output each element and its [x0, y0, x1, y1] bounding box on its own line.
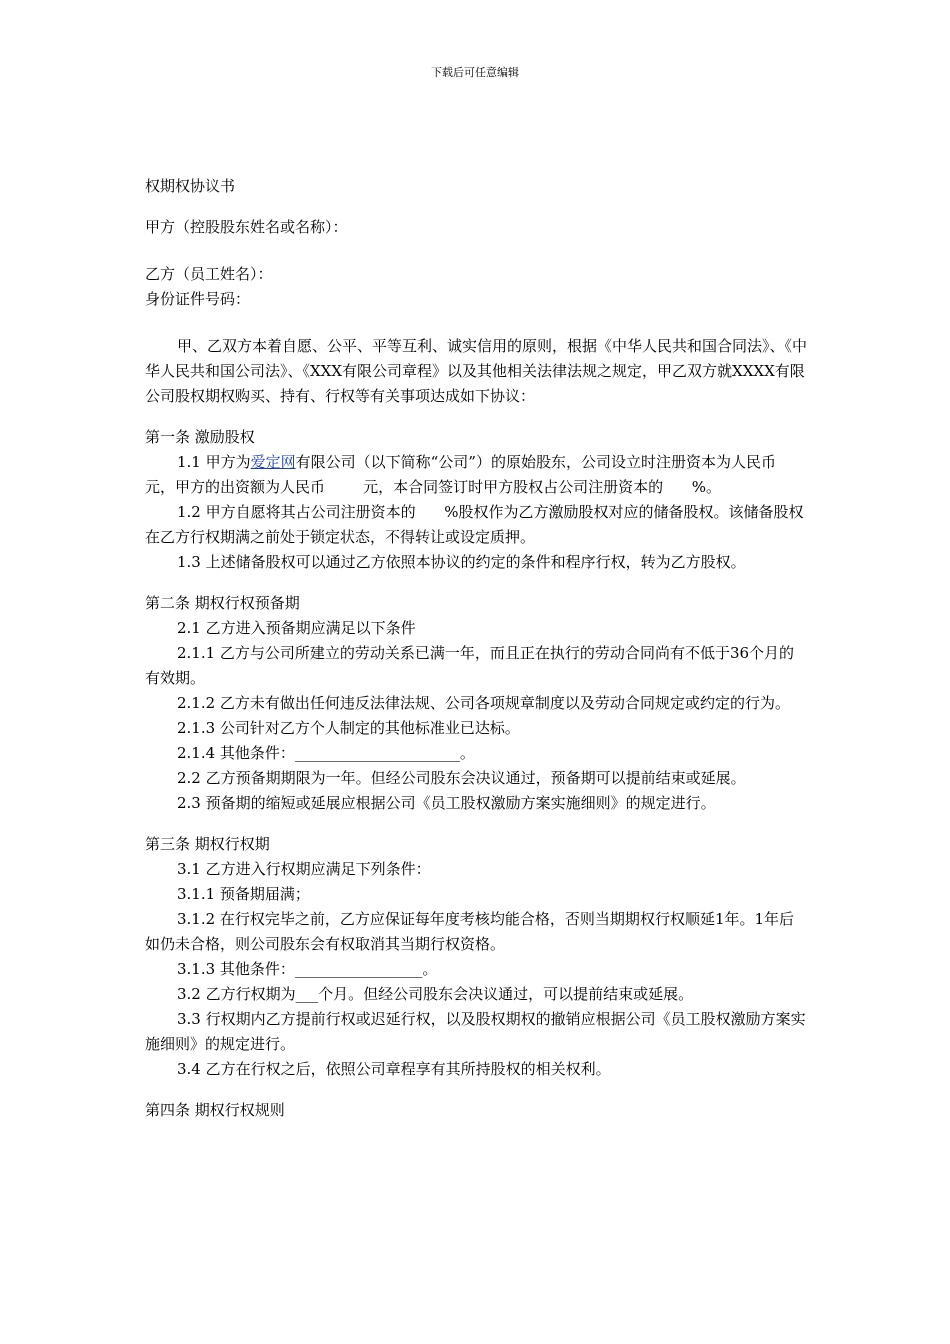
- agreement-document: [145, 174, 815, 1123]
- id-number-line: 身份证件号码：: [145, 290, 251, 308]
- clause-3-1: 3.1 乙方进入行权期应满足下列条件：: [177, 860, 431, 878]
- page-header-note: 下载后可任意编辑: [431, 66, 519, 79]
- clause-2-2: 2.2 乙方预备期期限为一年。但经公司股东会决议通过，预备期可以提前结束或延展。: [177, 769, 746, 787]
- party-a-line: 甲方（控股股东姓名或名称）：: [145, 218, 348, 236]
- clause-2-1-2: 2.1.2 乙方未有做出任何违反法律法规、公司各项规章制度以及劳动合同规定或约定的行为。: [177, 694, 790, 712]
- clause-1-3: 1.3 上述储备股权可以通过乙方依照本协议的约定的条件和程序行权，转为乙方股权。: [177, 553, 746, 571]
- clause-2-1: 2.1 乙方进入预备期应满足以下条件: [177, 619, 416, 637]
- clause-2-1-1: 2.1.1 乙方与公司所建立的劳动关系已满一年，而且正在执行的劳动合同尚有不低于36个月的有效期。: [145, 644, 795, 687]
- clause-1-1: [145, 450, 815, 500]
- clause-1-1-text-start: 1.1 甲方为: [177, 453, 251, 471]
- article-2-heading: 第二条 期权行权预备期: [145, 594, 300, 612]
- party-b-line: 乙方（员工姓名）：: [145, 265, 273, 283]
- article-3-heading: 第三条 期权行权期: [145, 835, 270, 853]
- preamble-paragraph: 甲、乙双方本着自愿、公平、平等互利、诚实信用的原则，根据《中华人民共和国合同法》、《中华人民共和国公司法》、《XXX有限公司章程》以及其他相关法律法规之规定，甲乙双方就XXXX有限公司股权期权购买、持有、行权等有关事项达成如下协议：: [145, 337, 808, 405]
- clause-1-1-text-end: 有限公司（以下简称“公司”）的原始股东，公司设立时注册资本为人民币 元，甲方的出资额为人民币 元，本合同签订时甲方股权占公司注册资本的 %。: [145, 453, 815, 496]
- clause-3-4: 3.4 乙方在行权之后，依照公司章程享有其所持股权的相关权利。: [177, 1060, 611, 1078]
- clause-2-3: 2.3 预备期的缩短或延展应根据公司《员工股权激励方案实施细则》的规定进行。: [177, 794, 716, 812]
- document-title: 权期权协议书: [145, 177, 236, 195]
- clause-2-1-4: 2.1.4 其他条件：______________________。: [177, 744, 475, 762]
- clause-3-1-1: 3.1.1 预备期届满；: [177, 885, 310, 903]
- clause-2-1-3: 2.1.3 公司针对乙方个人制定的其他标准业已达标。: [177, 719, 520, 737]
- clause-3-1-2: 3.1.2 在行权完毕之前，乙方应保证每年度考核均能合格，否则当期期权行权顺延1年。1年后如仍未合格，则公司股东会有权取消其当期行权资格。: [145, 910, 795, 953]
- clause-3-2: 3.2 乙方行权期为___个月。但经公司股东会决议通过，可以提前结束或延展。: [177, 985, 694, 1003]
- article-1-heading: 第一条 激励股权: [145, 428, 255, 446]
- clause-3-3: 3.3 行权期内乙方提前行权或迟延行权，以及股权期权的撤销应根据公司《员工股权激励方案实施细则》的规定进行。: [145, 1010, 806, 1053]
- clause-1-2: 1.2 甲方自愿将其占公司注册资本的 %股权作为乙方激励股权对应的储备股权。该储备股权在乙方行权期满之前处于锁定状态，不得转让或设定质押。: [145, 503, 804, 546]
- company-name-link[interactable]: 爱定网: [250, 453, 296, 471]
- clause-3-1-3: 3.1.3 其他条件：_________________。: [177, 960, 438, 978]
- article-4-heading: 第四条 期权行权规则: [145, 1101, 285, 1119]
